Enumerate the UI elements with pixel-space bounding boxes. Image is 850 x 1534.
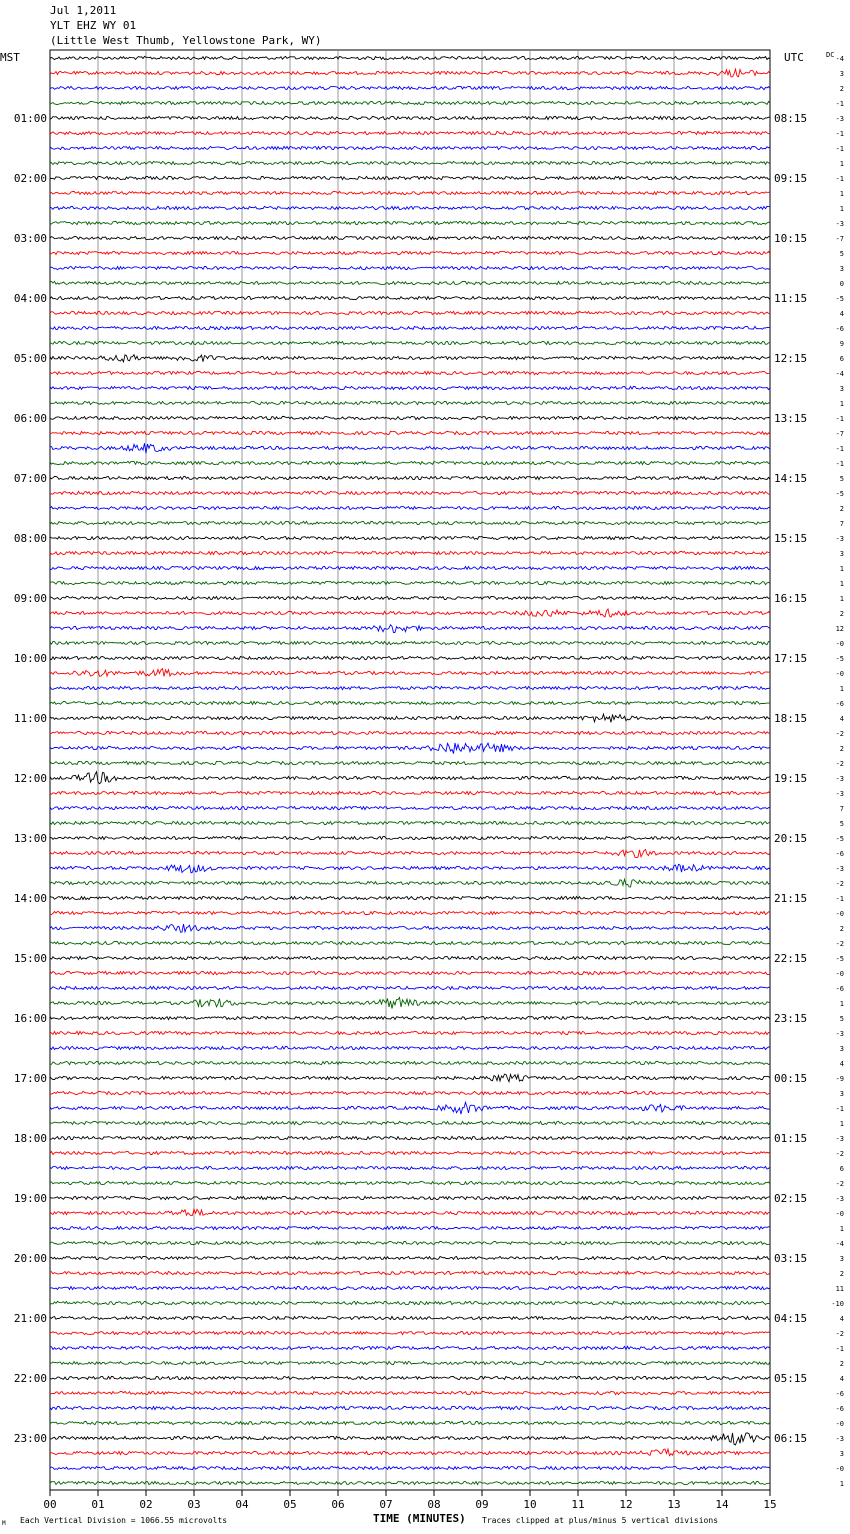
- seismic-trace: [50, 806, 770, 809]
- seismic-trace: [50, 864, 770, 873]
- dc-offset-value: 1: [839, 1225, 844, 1233]
- dc-offset-value: 3: [839, 265, 844, 273]
- hour-label-mst: 01:00: [13, 112, 47, 125]
- seismic-trace: [50, 772, 770, 784]
- seismic-trace: [50, 1136, 770, 1139]
- dc-offset-value: 4: [839, 1315, 844, 1323]
- seismic-trace: [50, 281, 770, 284]
- seismic-trace: [50, 731, 770, 734]
- dc-offset-value: 1: [839, 685, 844, 693]
- hour-label-utc: 20:15: [774, 832, 808, 845]
- dc-offset-value: 2: [839, 85, 844, 93]
- hour-label-utc: 09:15: [774, 172, 808, 185]
- hour-label-utc: 23:15: [774, 1012, 808, 1025]
- seismic-trace: [50, 1391, 770, 1394]
- dc-offset-value: -0: [835, 910, 844, 918]
- seismic-trace: [50, 1016, 770, 1019]
- seismic-trace: [50, 296, 770, 299]
- dc-offset-value: -6: [835, 850, 844, 858]
- x-tick-label: 03: [187, 1498, 201, 1511]
- hour-label-mst: 16:00: [13, 1012, 47, 1025]
- seismic-trace: [50, 1121, 770, 1124]
- seismic-trace: [50, 1256, 770, 1259]
- seismic-trace: [50, 1449, 770, 1456]
- seismic-trace: [50, 1331, 770, 1334]
- dc-offset-value: 6: [839, 355, 844, 363]
- seismic-trace: [50, 1181, 770, 1184]
- x-tick-label: 05: [283, 1498, 297, 1511]
- dc-offset-value: -1: [835, 175, 844, 183]
- dc-offset-value: -2: [835, 730, 844, 738]
- seismic-trace: [50, 714, 770, 722]
- hour-label-utc: 04:15: [774, 1312, 808, 1325]
- seismic-trace: [50, 161, 770, 164]
- seismic-trace: [50, 521, 770, 524]
- dc-offset-value: 1: [839, 400, 844, 408]
- seismic-trace: [50, 566, 770, 569]
- dc-offset-value: -1: [835, 1105, 844, 1113]
- dc-offset-value: 3: [839, 1090, 844, 1098]
- hour-label-utc: 02:15: [774, 1192, 808, 1205]
- seismic-trace: [50, 821, 770, 824]
- hour-label-mst: 11:00: [13, 712, 47, 725]
- hour-label-mst: 09:00: [13, 592, 47, 605]
- dc-offset-value: -2: [835, 940, 844, 948]
- dc-offset-value: -3: [835, 1435, 844, 1443]
- hour-label-utc: 14:15: [774, 472, 808, 485]
- seismic-trace: [50, 1376, 770, 1379]
- seismic-trace: [50, 997, 770, 1008]
- seismic-trace: [50, 1151, 770, 1154]
- hour-label-mst: 17:00: [13, 1072, 47, 1085]
- x-tick-label: 09: [475, 1498, 489, 1511]
- seismic-trace: [50, 176, 770, 179]
- dc-offset-value: 3: [839, 1450, 844, 1458]
- seismic-trace: [50, 1046, 770, 1049]
- seismic-trace: [50, 1406, 770, 1409]
- mst-label: MST: [0, 51, 20, 64]
- dc-offset-value: -5: [835, 490, 844, 498]
- dc-label: DC: [826, 51, 835, 59]
- dc-offset-value: -10: [831, 1300, 844, 1308]
- seismic-trace: [50, 461, 770, 464]
- seismic-trace: [50, 146, 770, 149]
- dc-offset-value: 3: [839, 1045, 844, 1053]
- seismic-trace: [50, 1074, 770, 1082]
- seismic-trace: [50, 401, 770, 404]
- hour-label-utc: 06:15: [774, 1432, 808, 1445]
- seismic-trace: [50, 609, 770, 617]
- corner-mark: M: [2, 1520, 6, 1527]
- hour-label-mst: 22:00: [13, 1372, 47, 1385]
- dc-offset-value: -0: [835, 1465, 844, 1473]
- hour-label-utc: 13:15: [774, 412, 808, 425]
- dc-offset-value: -2: [835, 1330, 844, 1338]
- seismic-trace: [50, 941, 770, 944]
- seismic-trace: [50, 1421, 770, 1424]
- seismic-trace: [50, 686, 770, 689]
- dc-offset-value: 3: [839, 1255, 844, 1263]
- hour-label-mst: 10:00: [13, 652, 47, 665]
- x-tick-label: 04: [235, 1498, 249, 1511]
- hour-label-mst: 23:00: [13, 1432, 47, 1445]
- seismic-trace: [50, 971, 770, 974]
- dc-offset-value: -5: [835, 295, 844, 303]
- dc-offset-value: -6: [835, 325, 844, 333]
- seismic-trace: [50, 1433, 770, 1445]
- dc-offset-value: -5: [835, 835, 844, 843]
- seismic-trace: [50, 221, 770, 224]
- seismic-trace: [50, 1209, 770, 1215]
- dc-offset-value: -3: [835, 775, 844, 783]
- seismic-trace: [50, 476, 770, 479]
- station-code: YLT EHZ WY 01: [50, 19, 137, 32]
- dc-offset-value: -2: [835, 1150, 844, 1158]
- dc-offset-value: -3: [835, 790, 844, 798]
- seismic-trace: [50, 56, 770, 59]
- seismic-trace: [50, 1271, 770, 1274]
- dc-offset-value: -3: [835, 1030, 844, 1038]
- dc-offset-value: -3: [835, 1195, 844, 1203]
- dc-offset-value: 1: [839, 580, 844, 588]
- hour-label-utc: 18:15: [774, 712, 808, 725]
- seismic-trace: [50, 1061, 770, 1064]
- hour-label-mst: 03:00: [13, 232, 47, 245]
- dc-offset-value: -0: [835, 1210, 844, 1218]
- dc-offset-value: 2: [839, 925, 844, 933]
- hour-label-mst: 12:00: [13, 772, 47, 785]
- dc-offset-value: -1: [835, 130, 844, 138]
- seismic-trace: [50, 1031, 770, 1034]
- dc-offset-value: 1: [839, 190, 844, 198]
- seismic-trace: [50, 1241, 770, 1244]
- seismic-trace: [50, 1301, 770, 1304]
- hour-label-mst: 06:00: [13, 412, 47, 425]
- seismic-trace: [50, 86, 770, 89]
- seismic-trace: [50, 431, 770, 434]
- dc-offset-value: -3: [835, 220, 844, 228]
- dc-offset-value: 9: [839, 340, 844, 348]
- x-tick-label: 10: [523, 1498, 537, 1511]
- hour-label-utc: 10:15: [774, 232, 808, 245]
- x-tick-label: 07: [379, 1498, 393, 1511]
- dc-offset-value: 3: [839, 550, 844, 558]
- dc-offset-value: 5: [839, 250, 844, 258]
- dc-offset-value: 6: [839, 1165, 844, 1173]
- dc-offset-value: 2: [839, 505, 844, 513]
- seismic-trace: [50, 836, 770, 839]
- dc-offset-value: -1: [835, 1345, 844, 1353]
- trace-group: [50, 56, 770, 1484]
- dc-offset-value: -4: [835, 370, 844, 378]
- station-location: (Little West Thumb, Yellowstone Park, WY): [50, 34, 322, 47]
- dc-offset-value: -1: [835, 415, 844, 423]
- x-tick-label: 06: [331, 1498, 345, 1511]
- seismic-trace: [50, 625, 770, 633]
- dc-offset-value: -5: [835, 655, 844, 663]
- dc-offset-value: 7: [839, 805, 844, 813]
- dc-offset-value: 2: [839, 1270, 844, 1278]
- seismic-trace: [50, 761, 770, 764]
- hour-label-utc: 08:15: [774, 112, 808, 125]
- dc-offset-value: -4: [835, 1240, 844, 1248]
- hour-label-utc: 00:15: [774, 1072, 808, 1085]
- hour-label-mst: 14:00: [13, 892, 47, 905]
- plot-date: Jul 1,2011: [50, 4, 117, 17]
- seismic-trace: [50, 311, 770, 314]
- dc-offset-value: 2: [839, 745, 844, 753]
- dc-offset-value: -7: [835, 235, 844, 243]
- x-tick-label: 01: [91, 1498, 105, 1511]
- hour-label-utc: 16:15: [774, 592, 808, 605]
- seismic-trace: [50, 1166, 770, 1169]
- hour-label-utc: 03:15: [774, 1252, 808, 1265]
- seismic-trace: [50, 1346, 770, 1349]
- hour-label-mst: 21:00: [13, 1312, 47, 1325]
- x-axis-title: TIME (MINUTES): [373, 1512, 466, 1525]
- dc-offset-value: 0: [839, 280, 844, 288]
- seismic-trace: [50, 326, 770, 329]
- seismic-trace: [50, 131, 770, 134]
- dc-offset-value: -0: [835, 1420, 844, 1428]
- seismic-trace: [50, 1361, 770, 1364]
- seismic-trace: [50, 1481, 770, 1484]
- dc-offset-value: -3: [835, 535, 844, 543]
- x-tick-label: 12: [619, 1498, 633, 1511]
- dc-offset-value: -6: [835, 700, 844, 708]
- seismic-trace: [50, 879, 770, 887]
- dc-offset-value: 1: [839, 1000, 844, 1008]
- dc-offset-value: 1: [839, 1480, 844, 1488]
- seismic-trace: [50, 743, 770, 754]
- hour-label-mst: 19:00: [13, 1192, 47, 1205]
- seismic-trace: [50, 506, 770, 509]
- dc-offset-value: 2: [839, 1360, 844, 1368]
- dc-offset-value: 1: [839, 595, 844, 603]
- hour-label-utc: 19:15: [774, 772, 808, 785]
- dc-offset-value: 5: [839, 1015, 844, 1023]
- dc-offset-value: 5: [839, 820, 844, 828]
- dc-offset-value: -2: [835, 760, 844, 768]
- seismic-trace: [50, 986, 770, 989]
- hour-label-mst: 20:00: [13, 1252, 47, 1265]
- seismic-trace: [50, 236, 770, 239]
- seismic-trace: [50, 116, 770, 119]
- vertical-division-note: Each Vertical Division = 1066.55 microvolts: [20, 1516, 228, 1525]
- dc-offset-value: 3: [839, 70, 844, 78]
- seismic-trace: [50, 1091, 770, 1094]
- seismic-trace: [50, 596, 770, 599]
- dc-offset-value: -3: [835, 115, 844, 123]
- seismic-trace: [50, 1316, 770, 1319]
- hour-label-utc: 01:15: [774, 1132, 808, 1145]
- x-tick-label: 13: [667, 1498, 681, 1511]
- dc-offset-value: 1: [839, 565, 844, 573]
- seismic-trace: [50, 341, 770, 344]
- hour-label-utc: 17:15: [774, 652, 808, 665]
- x-tick-label: 08: [427, 1498, 441, 1511]
- seismic-trace: [50, 791, 770, 794]
- seismic-trace: [50, 581, 770, 584]
- hour-label-mst: 18:00: [13, 1132, 47, 1145]
- x-tick-label: 14: [715, 1498, 729, 1511]
- dc-offset-value: 1: [839, 205, 844, 213]
- x-tick-label: 15: [763, 1498, 777, 1511]
- seismic-trace: [50, 416, 770, 419]
- seismic-trace: [50, 656, 770, 659]
- dc-offset-value: -6: [835, 985, 844, 993]
- dc-offset-value: -6: [835, 1390, 844, 1398]
- seismic-trace: [50, 911, 770, 914]
- hour-label-utc: 12:15: [774, 352, 808, 365]
- hour-label-utc: 05:15: [774, 1372, 808, 1385]
- hour-label-mst: 07:00: [13, 472, 47, 485]
- dc-offset-value: 4: [839, 310, 844, 318]
- seismic-trace: [50, 641, 770, 644]
- seismic-trace: [50, 1286, 770, 1289]
- hour-label-mst: 02:00: [13, 172, 47, 185]
- seismic-trace: [50, 101, 770, 104]
- dc-offset-value: 2: [839, 610, 844, 618]
- dc-offset-value: -2: [835, 1180, 844, 1188]
- seismic-trace: [50, 1226, 770, 1229]
- seismic-trace: [50, 443, 770, 453]
- dc-offset-value: 11: [835, 1285, 844, 1293]
- hour-label-mst: 13:00: [13, 832, 47, 845]
- x-tick-label: 00: [43, 1498, 57, 1511]
- seismic-trace: [50, 1196, 770, 1199]
- seismic-trace: [50, 924, 770, 932]
- seismic-trace: [50, 206, 770, 209]
- dc-offset-value: -1: [835, 145, 844, 153]
- hour-label-utc: 21:15: [774, 892, 808, 905]
- seismic-trace: [50, 956, 770, 959]
- dc-offset-value: -9: [835, 1075, 844, 1083]
- hour-label-utc: 11:15: [774, 292, 808, 305]
- seismic-trace: [50, 896, 770, 899]
- hour-label-mst: 08:00: [13, 532, 47, 545]
- seismic-trace: [50, 669, 770, 677]
- dc-offset-value: 4: [839, 1060, 844, 1068]
- dc-offset-value: 4: [839, 715, 844, 723]
- seismic-trace: [50, 69, 770, 77]
- dc-offset-value: 4: [839, 1375, 844, 1383]
- seismic-trace: [50, 386, 770, 389]
- dc-offset-value: -2: [835, 880, 844, 888]
- seismic-trace: [50, 355, 770, 362]
- hour-label-mst: 04:00: [13, 292, 47, 305]
- x-tick-label: 02: [139, 1498, 153, 1511]
- seismic-trace: [50, 266, 770, 269]
- seismic-trace: [50, 701, 770, 704]
- dc-offset-value: 12: [835, 625, 844, 633]
- seismic-trace: [50, 191, 770, 194]
- seismic-trace: [50, 1466, 770, 1469]
- seismic-trace: [50, 850, 770, 858]
- seismic-trace: [50, 371, 770, 374]
- clipping-note: Traces clipped at plus/minus 5 vertical divisions: [482, 1516, 719, 1525]
- hour-label-utc: 15:15: [774, 532, 808, 545]
- x-tick-label: 11: [571, 1498, 585, 1511]
- dc-offset-value: 7: [839, 520, 844, 528]
- dc-offset-value: 3: [839, 385, 844, 393]
- dc-offset-value: -5: [835, 955, 844, 963]
- seismic-trace: [50, 491, 770, 494]
- dc-offset-value: -1: [835, 895, 844, 903]
- dc-offset-value: -0: [835, 970, 844, 978]
- hour-label-mst: 05:00: [13, 352, 47, 365]
- seismic-trace: [50, 1102, 770, 1114]
- dc-offset-value: 5: [839, 475, 844, 483]
- x-axis: [43, 1490, 776, 1511]
- dc-offset-value: -1: [835, 460, 844, 468]
- dc-offset-value: -1: [835, 100, 844, 108]
- utc-label: UTC: [784, 51, 804, 64]
- dc-offset-value: -0: [835, 640, 844, 648]
- dc-offset-value: -7: [835, 430, 844, 438]
- dc-offset-value: -3: [835, 1135, 844, 1143]
- dc-offset-value: -4: [835, 55, 844, 63]
- dc-offset-value: 1: [839, 1120, 844, 1128]
- seismic-trace: [50, 536, 770, 539]
- dc-offset-value: -3: [835, 865, 844, 873]
- hour-label-mst: 15:00: [13, 952, 47, 965]
- seismic-trace: [50, 551, 770, 554]
- hour-label-utc: 22:15: [774, 952, 808, 965]
- dc-offset-value: -0: [835, 670, 844, 678]
- dc-offset-value: -1: [835, 445, 844, 453]
- dc-offset-value: 1: [839, 160, 844, 168]
- seismic-trace: [50, 251, 770, 254]
- dc-offset-value: -6: [835, 1405, 844, 1413]
